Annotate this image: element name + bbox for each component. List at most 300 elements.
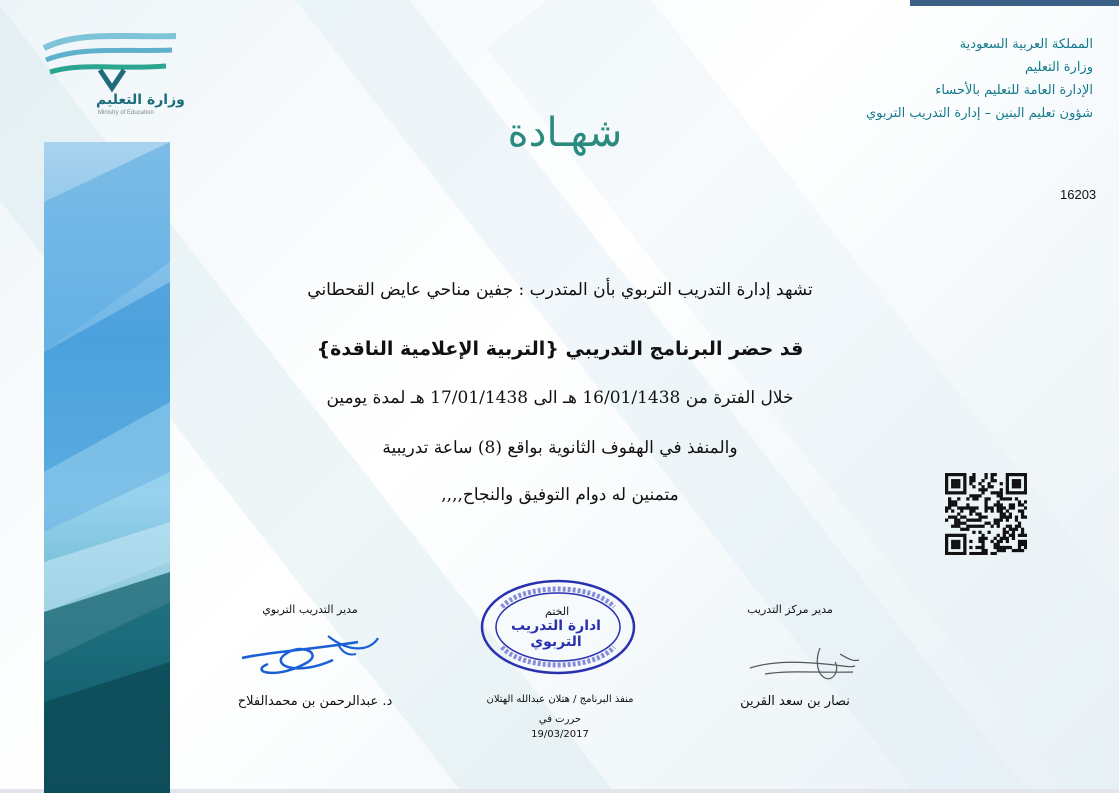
qr-module bbox=[991, 509, 994, 512]
qr-module bbox=[954, 534, 957, 537]
qr-module bbox=[1021, 509, 1024, 512]
qr-module bbox=[969, 512, 972, 515]
qr-module bbox=[978, 525, 981, 528]
qr-module bbox=[1018, 543, 1021, 546]
qr-module bbox=[954, 491, 957, 494]
qr-module bbox=[1003, 528, 1006, 531]
qr-module bbox=[963, 546, 966, 549]
qr-module bbox=[997, 522, 1000, 525]
qr-module bbox=[948, 534, 951, 537]
qr-module bbox=[984, 522, 987, 525]
qr-module bbox=[1018, 491, 1021, 494]
qr-module bbox=[981, 549, 984, 552]
qr-module bbox=[957, 485, 960, 488]
qr-module bbox=[991, 485, 994, 488]
qr-module bbox=[1015, 473, 1018, 476]
qr-module bbox=[1012, 482, 1015, 485]
qr-module bbox=[978, 494, 981, 497]
right-signature-mark bbox=[745, 640, 865, 685]
qr-module bbox=[969, 540, 972, 543]
qr-module bbox=[963, 522, 966, 525]
qr-module bbox=[997, 546, 1000, 549]
qr-module bbox=[1021, 549, 1024, 552]
qr-module bbox=[957, 552, 960, 555]
qr-module bbox=[960, 522, 963, 525]
header-line-1: المملكة العربية السعودية bbox=[959, 37, 1093, 52]
qr-module bbox=[945, 537, 948, 540]
qr-module bbox=[963, 549, 966, 552]
qr-module bbox=[951, 509, 954, 512]
qr-module bbox=[951, 500, 954, 503]
qr-module bbox=[997, 491, 1000, 494]
qr-module bbox=[972, 476, 975, 479]
qr-module bbox=[963, 552, 966, 555]
qr-module bbox=[978, 516, 981, 519]
qr-module bbox=[957, 512, 960, 515]
qr-module bbox=[997, 525, 1000, 528]
qr-module bbox=[1006, 516, 1009, 519]
qr-module bbox=[984, 500, 987, 503]
qr-module bbox=[1012, 479, 1015, 482]
qr-module bbox=[994, 537, 997, 540]
qr-module bbox=[1006, 509, 1009, 512]
qr-module bbox=[997, 500, 1000, 503]
qr-module bbox=[966, 497, 969, 500]
qr-module bbox=[963, 516, 966, 519]
qr-module bbox=[988, 522, 991, 525]
qr-module bbox=[957, 506, 960, 509]
qr-module bbox=[1018, 509, 1021, 512]
qr-module bbox=[1006, 537, 1009, 540]
qr-module bbox=[960, 491, 963, 494]
qr-module bbox=[1024, 500, 1027, 503]
qr-module bbox=[975, 546, 978, 549]
qr-module bbox=[954, 503, 957, 506]
qr-module bbox=[948, 473, 951, 476]
qr-module bbox=[978, 488, 981, 491]
qr-module bbox=[945, 543, 948, 546]
qr-module bbox=[1003, 512, 1006, 515]
qr-module bbox=[984, 549, 987, 552]
qr-module bbox=[948, 491, 951, 494]
qr-module bbox=[975, 497, 978, 500]
qr-module bbox=[1024, 485, 1027, 488]
qr-module bbox=[954, 485, 957, 488]
qr-module bbox=[972, 485, 975, 488]
qr-module bbox=[997, 509, 1000, 512]
qr-module bbox=[1000, 540, 1003, 543]
qr-module bbox=[1009, 506, 1012, 509]
qr-module bbox=[991, 540, 994, 543]
qr-module bbox=[984, 497, 987, 500]
qr-module bbox=[981, 546, 984, 549]
qr-module bbox=[963, 506, 966, 509]
qr-module bbox=[1006, 479, 1009, 482]
qr-module bbox=[1018, 485, 1021, 488]
qr-module bbox=[981, 488, 984, 491]
qr-module bbox=[954, 552, 957, 555]
qr-module bbox=[1012, 506, 1015, 509]
qr-module bbox=[1024, 488, 1027, 491]
qr-module bbox=[1012, 531, 1015, 534]
qr-module bbox=[945, 549, 948, 552]
qr-module bbox=[1021, 534, 1024, 537]
qr-module bbox=[1000, 549, 1003, 552]
qr-module bbox=[984, 473, 987, 476]
qr-module bbox=[997, 534, 1000, 537]
qr-module bbox=[951, 552, 954, 555]
stamp-label: الختم bbox=[545, 605, 570, 618]
qr-module bbox=[981, 491, 984, 494]
qr-module bbox=[954, 522, 957, 525]
qr-module bbox=[1018, 482, 1021, 485]
header-block bbox=[733, 33, 1093, 125]
body-line-period: خلال الفترة من 16/01/1438 هـ الى 17/01/1438 هـ لمدة يومين bbox=[326, 388, 794, 408]
qr-module bbox=[1012, 537, 1015, 540]
qr-module bbox=[997, 540, 1000, 543]
qr-module bbox=[1021, 540, 1024, 543]
qr-module bbox=[1018, 549, 1021, 552]
qr-module bbox=[1006, 473, 1009, 476]
qr-module bbox=[984, 552, 987, 555]
body-line-trainee: تشهد إدارة التدريب التربوي بأن المتدرب : جفين مناحي عايض القحطاني bbox=[307, 280, 813, 300]
qr-module bbox=[972, 519, 975, 522]
qr-module bbox=[945, 509, 948, 512]
qr-module bbox=[972, 497, 975, 500]
qr-module bbox=[948, 552, 951, 555]
qr-module bbox=[1015, 482, 1018, 485]
qr-module bbox=[1012, 528, 1015, 531]
qr-module bbox=[1009, 534, 1012, 537]
qr-module bbox=[978, 482, 981, 485]
qr-module bbox=[1009, 512, 1012, 515]
issued-date: 19/03/2017 bbox=[531, 729, 589, 740]
qr-module bbox=[969, 479, 972, 482]
qr-module bbox=[1018, 503, 1021, 506]
qr-module bbox=[981, 537, 984, 540]
qr-module bbox=[957, 534, 960, 537]
qr-module bbox=[988, 482, 991, 485]
qr-module bbox=[957, 479, 960, 482]
qr-module bbox=[991, 476, 994, 479]
qr-module bbox=[1006, 531, 1009, 534]
qr-module bbox=[1006, 491, 1009, 494]
qr-module bbox=[994, 473, 997, 476]
qr-module bbox=[963, 485, 966, 488]
qr-module bbox=[951, 540, 954, 543]
qr-module bbox=[997, 506, 1000, 509]
qr-module bbox=[948, 506, 951, 509]
qr-module bbox=[963, 543, 966, 546]
qr-module bbox=[975, 525, 978, 528]
qr-module bbox=[963, 491, 966, 494]
qr-module bbox=[945, 552, 948, 555]
qr-module bbox=[951, 534, 954, 537]
qr-module bbox=[957, 519, 960, 522]
qr-module bbox=[1018, 540, 1021, 543]
qr-module bbox=[994, 552, 997, 555]
qr-module bbox=[1021, 491, 1024, 494]
qr-module bbox=[972, 506, 975, 509]
qr-module bbox=[978, 552, 981, 555]
qr-module bbox=[948, 500, 951, 503]
qr-module bbox=[988, 531, 991, 534]
qr-module bbox=[1003, 531, 1006, 534]
qr-module bbox=[960, 473, 963, 476]
qr-module bbox=[981, 540, 984, 543]
qr-module bbox=[945, 506, 948, 509]
header-line-2: وزارة التعليم bbox=[1024, 60, 1093, 75]
qr-module bbox=[1021, 531, 1024, 534]
qr-module bbox=[1015, 497, 1018, 500]
qr-module bbox=[1012, 503, 1015, 506]
qr-module bbox=[984, 488, 987, 491]
qr-module bbox=[978, 531, 981, 534]
qr-module bbox=[963, 534, 966, 537]
qr-module bbox=[1021, 516, 1024, 519]
qr-module bbox=[948, 503, 951, 506]
qr-module bbox=[1024, 516, 1027, 519]
qr-module bbox=[963, 476, 966, 479]
qr-module bbox=[981, 534, 984, 537]
qr-module bbox=[972, 494, 975, 497]
qr-module bbox=[997, 494, 1000, 497]
qr-module bbox=[1024, 540, 1027, 543]
qr-module bbox=[1006, 540, 1009, 543]
qr-module bbox=[1015, 525, 1018, 528]
top-accent-strip bbox=[910, 0, 1119, 6]
qr-module bbox=[1024, 506, 1027, 509]
qr-module bbox=[963, 528, 966, 531]
qr-module bbox=[997, 543, 1000, 546]
qr-module bbox=[988, 485, 991, 488]
qr-module bbox=[1015, 528, 1018, 531]
qr-module bbox=[969, 509, 972, 512]
qr-module bbox=[981, 525, 984, 528]
qr-module bbox=[1018, 522, 1021, 525]
qr-module bbox=[1024, 534, 1027, 537]
qr-module bbox=[991, 506, 994, 509]
qr-module bbox=[981, 543, 984, 546]
qr-module bbox=[1006, 497, 1009, 500]
qr-module bbox=[1021, 503, 1024, 506]
qr-module bbox=[1000, 506, 1003, 509]
qr-module bbox=[1015, 491, 1018, 494]
qr-module bbox=[951, 479, 954, 482]
issued-label bbox=[500, 714, 620, 725]
qr-module bbox=[972, 473, 975, 476]
qr-module bbox=[1000, 494, 1003, 497]
qr-module bbox=[997, 519, 1000, 522]
qr-module bbox=[1006, 485, 1009, 488]
qr-module bbox=[969, 476, 972, 479]
qr-module bbox=[972, 479, 975, 482]
header-line-4: شؤون تعليم البنين – إدارة التدريب التربوي bbox=[866, 106, 1093, 121]
qr-module bbox=[1000, 519, 1003, 522]
header-line-3: الإدارة العامة للتعليم بالأحساء bbox=[935, 83, 1093, 98]
qr-module bbox=[978, 546, 981, 549]
qr-module bbox=[1000, 491, 1003, 494]
body-line-program: قد حضر البرنامج التدريبي {التربية الإعلامية الناقدة} bbox=[316, 338, 804, 360]
qr-module bbox=[978, 519, 981, 522]
qr-module bbox=[975, 512, 978, 515]
qr-module bbox=[969, 552, 972, 555]
qr-module bbox=[948, 497, 951, 500]
qr-module bbox=[997, 503, 1000, 506]
qr-module bbox=[981, 479, 984, 482]
qr-module bbox=[1006, 482, 1009, 485]
qr-module bbox=[1012, 485, 1015, 488]
qr-module bbox=[960, 552, 963, 555]
qr-module bbox=[966, 503, 969, 506]
qr-module bbox=[954, 540, 957, 543]
body-line-location: والمنفذ في الهفوف الثانوية بواقع (8) ساعة تدريبية bbox=[382, 438, 738, 458]
qr-module bbox=[945, 485, 948, 488]
stamp-text: ادارة التدريب التربوي bbox=[511, 618, 601, 650]
qr-module bbox=[957, 482, 960, 485]
qr-module bbox=[1024, 479, 1027, 482]
qr-module bbox=[1000, 497, 1003, 500]
qr-module bbox=[994, 503, 997, 506]
qr-module bbox=[951, 516, 954, 519]
qr-module bbox=[1003, 549, 1006, 552]
qr-module bbox=[988, 506, 991, 509]
qr-module bbox=[1009, 525, 1012, 528]
qr-module bbox=[984, 476, 987, 479]
qr-module bbox=[957, 546, 960, 549]
qr-module bbox=[972, 552, 975, 555]
qr-module bbox=[1012, 534, 1015, 537]
qr-module bbox=[1021, 473, 1024, 476]
qr-module bbox=[1018, 534, 1021, 537]
qr-module bbox=[994, 546, 997, 549]
qr-module bbox=[954, 525, 957, 528]
body-line-wishes: متمنين له دوام التوفيق والنجاح,,,, bbox=[441, 485, 679, 505]
qr-module bbox=[1012, 491, 1015, 494]
qr-module bbox=[954, 543, 957, 546]
qr-module bbox=[1000, 516, 1003, 519]
left-decorative-column bbox=[44, 142, 170, 793]
qr-module bbox=[969, 506, 972, 509]
qr-module bbox=[966, 528, 969, 531]
qr-module bbox=[945, 482, 948, 485]
qr-module bbox=[957, 543, 960, 546]
left-signatory-title: مدير التدريب التربوي bbox=[262, 603, 358, 616]
qr-module bbox=[1000, 482, 1003, 485]
qr-module bbox=[991, 491, 994, 494]
qr-module bbox=[981, 552, 984, 555]
qr-module bbox=[994, 522, 997, 525]
qr-module bbox=[1000, 512, 1003, 515]
qr-module bbox=[1003, 546, 1006, 549]
qr-module bbox=[954, 519, 957, 522]
qr-module bbox=[966, 519, 969, 522]
qr-module bbox=[951, 485, 954, 488]
qr-module bbox=[972, 531, 975, 534]
qr-module bbox=[984, 509, 987, 512]
qr-module bbox=[972, 509, 975, 512]
qr-module bbox=[1018, 500, 1021, 503]
certificate-title: شهـادة bbox=[507, 110, 623, 156]
qr-module bbox=[1018, 546, 1021, 549]
qr-module bbox=[975, 519, 978, 522]
qr-module bbox=[1000, 488, 1003, 491]
left-signatory-name: د. عبدالرحمن بن محمدالفلاح bbox=[237, 694, 393, 709]
qr-module bbox=[957, 525, 960, 528]
qr-module bbox=[1000, 503, 1003, 506]
qr-module bbox=[984, 516, 987, 519]
qr-module bbox=[951, 525, 954, 528]
qr-module bbox=[1006, 546, 1009, 549]
qr-module bbox=[960, 534, 963, 537]
right-signatory-name: نصار بن سعد القرين bbox=[740, 694, 850, 709]
qr-module bbox=[1021, 512, 1024, 515]
qr-module bbox=[951, 491, 954, 494]
qr-module bbox=[1012, 549, 1015, 552]
qr-module bbox=[1006, 476, 1009, 479]
qr-module bbox=[960, 506, 963, 509]
qr-module bbox=[1024, 491, 1027, 494]
qr-module bbox=[1015, 519, 1018, 522]
logo-english-text: Ministry of Education bbox=[98, 110, 154, 116]
program-executor: منفذ البرنامج / هتلان عبدالله الهتلان bbox=[486, 694, 634, 705]
qr-module bbox=[945, 546, 948, 549]
qr-module bbox=[951, 503, 954, 506]
qr-module bbox=[972, 525, 975, 528]
qr-module bbox=[954, 473, 957, 476]
qr-module bbox=[978, 540, 981, 543]
qr-module bbox=[1003, 497, 1006, 500]
qr-module bbox=[1021, 543, 1024, 546]
qr-module bbox=[1009, 546, 1012, 549]
qr-module bbox=[957, 473, 960, 476]
qr-module bbox=[951, 543, 954, 546]
qr-module bbox=[978, 537, 981, 540]
qr-module bbox=[948, 516, 951, 519]
qr-module bbox=[988, 497, 991, 500]
qr-module bbox=[1003, 537, 1006, 540]
qr-module bbox=[1024, 482, 1027, 485]
qr-module bbox=[981, 516, 984, 519]
qr-module bbox=[951, 482, 954, 485]
qr-module bbox=[991, 525, 994, 528]
qr-module bbox=[963, 537, 966, 540]
qr-module bbox=[945, 479, 948, 482]
qr-module bbox=[1024, 473, 1027, 476]
qr-module bbox=[954, 546, 957, 549]
qr-module bbox=[957, 497, 960, 500]
qr-module bbox=[984, 506, 987, 509]
qr-module bbox=[1009, 503, 1012, 506]
qr-module bbox=[1024, 543, 1027, 546]
qr-module bbox=[1009, 497, 1012, 500]
qr-module bbox=[978, 512, 981, 515]
qr-module bbox=[969, 494, 972, 497]
qr-module bbox=[954, 479, 957, 482]
qr-module bbox=[1021, 528, 1024, 531]
qr-module bbox=[954, 516, 957, 519]
qr-module bbox=[969, 525, 972, 528]
qr-module bbox=[1006, 519, 1009, 522]
qr-module bbox=[994, 479, 997, 482]
qr-module bbox=[945, 540, 948, 543]
qr-module bbox=[963, 540, 966, 543]
qr-module bbox=[1024, 476, 1027, 479]
qr-module bbox=[957, 491, 960, 494]
qr-module bbox=[975, 494, 978, 497]
issued-label-text: حررت في bbox=[538, 714, 582, 725]
qr-module bbox=[991, 479, 994, 482]
